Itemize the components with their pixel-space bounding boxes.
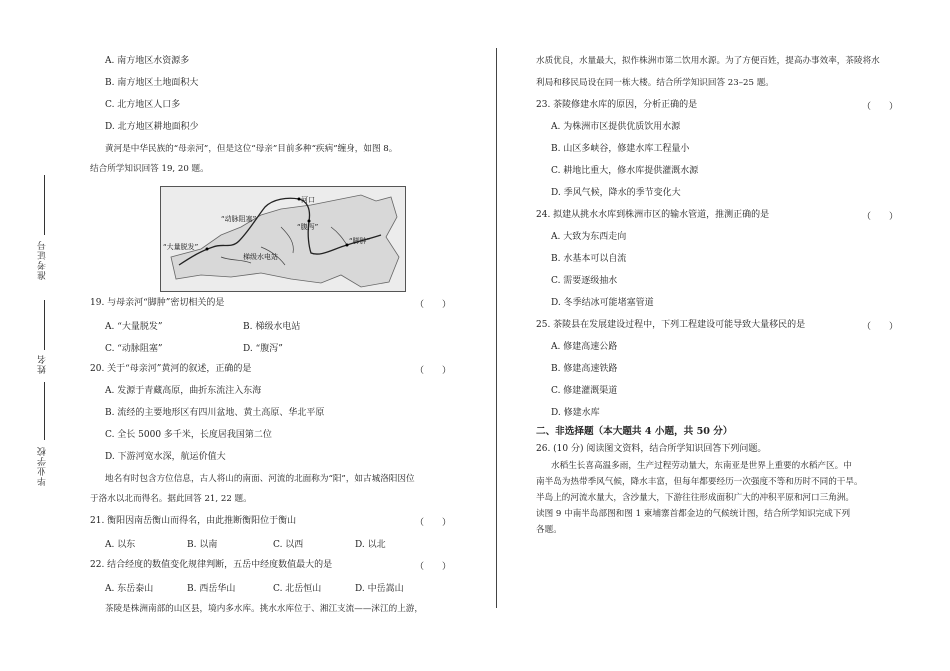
q23-option-a: A. 为株洲市区提供优质饮用水源 <box>551 122 681 132</box>
q22-option-d: D. 中岳嵩山 <box>355 584 404 594</box>
question-26: 26. (10 分) 阅读图文资料，结合所学知识回答下列问题。 <box>536 444 767 454</box>
q20-option-c: C. 全长 5000 多千米，长度居我国第二位 <box>105 430 272 440</box>
q20-option-a: A. 发源于青藏高原，曲折东流注入东海 <box>105 386 262 396</box>
q20-option-d: D. 下游河宽水深，航运价值大 <box>105 452 226 462</box>
question-22: 22. 结合经度的数值变化规律判断，五岳中经度数值最大的是 <box>90 560 333 570</box>
answer-paren-23: （ ） <box>862 102 899 112</box>
option-d: D. 北方地区耕地面积少 <box>105 122 199 132</box>
school-label: 毕业学校 <box>38 446 48 486</box>
intro-19-line2: 结合所学知识回答 19, 20 题。 <box>90 164 209 174</box>
yellow-river-map <box>160 186 406 292</box>
blank-line <box>44 175 45 235</box>
q26-para-line4: 读图 9 中南半岛部图和图 1 柬埔寨首都金边的气候统计图，结合所学知识完成下列 <box>536 509 851 519</box>
blank-line <box>44 382 45 440</box>
q21-option-a: A. 以东 <box>105 540 136 550</box>
intro-23-line3: 利局和移民局设在同一栋大楼。结合所学知识回答 23–25 题。 <box>536 78 774 88</box>
answer-paren-24: （ ） <box>862 212 899 222</box>
map-graphic <box>161 187 405 291</box>
answer-paren-22: （ ） <box>415 562 452 572</box>
q21-option-c: C. 以西 <box>273 540 304 550</box>
intro-23-line1: 茶陵是株洲南部的山区县，境内多水库。挑水水库位于、湘江支流——洣江的上游， <box>105 604 423 614</box>
q25-option-d: D. 修建水库 <box>551 408 600 418</box>
section-heading: 二、非选择题（本大题共 4 小题，共 50 分） <box>536 426 733 437</box>
q22-option-b: B. 西岳华山 <box>187 584 236 594</box>
q21-option-d: D. 以北 <box>355 540 386 550</box>
q26-para-line5: 各题。 <box>536 525 562 535</box>
q23-option-c: C. 耕地比重大，修水库提供灌溉水源 <box>551 166 699 176</box>
blank-line <box>44 300 45 350</box>
intro-21-line1: 地名有时包含方位信息，古人将山的南面、河流的北面称为“阳”，如古城洛阳因位 <box>105 474 415 484</box>
q22-option-c: C. 北岳恒山 <box>273 584 322 594</box>
map-label-fuxie: “腹泻” <box>297 223 319 231</box>
column-divider <box>496 48 497 608</box>
q24-option-d: D. 冬季结冰可能堵塞管道 <box>551 298 654 308</box>
exam-number-label: 准考证号 <box>38 240 48 280</box>
q26-para-line3: 半岛上的河流水量大，含沙量大，下游往往形成面积广大的冲积平原和河口三角洲。 <box>536 493 854 503</box>
q24-option-b: B. 水基本可以自流 <box>551 254 627 264</box>
option-a: A. 南方地区水资源多 <box>105 56 190 66</box>
option-b: B. 南方地区土地面积大 <box>105 78 199 88</box>
q26-para-line2: 南半岛为热带季风气候，降水丰富，但每年都要经历一次强度不等和历时不同的干旱。 <box>536 477 863 487</box>
answer-paren-25: （ ） <box>862 322 899 332</box>
q24-option-c: C. 需要逐级抽水 <box>551 276 618 286</box>
binding-margin <box>28 0 58 671</box>
question-23: 23. 茶陵修建水库的原因，分析正确的是 <box>536 100 698 110</box>
intro-19-line1: 黄河是中华民族的“母亲河”，但是这位“母亲”目前多种“疾病”缠身，如图 8。 <box>105 144 398 154</box>
answer-paren-19: （ ） <box>415 300 452 310</box>
name-label: 姓名 <box>38 354 48 374</box>
question-21: 21. 衡阳因南岳衡山而得名，由此推断衡阳位于衡山 <box>90 516 297 526</box>
q19-option-d: D. “腹泻” <box>243 344 283 354</box>
q23-option-b: B. 山区多峡谷，修建水库工程量小 <box>551 144 690 154</box>
q24-option-a: A. 大致为东西走向 <box>551 232 627 242</box>
map-label-hekou: 河口 <box>301 196 315 204</box>
q26-para-line1: 水稻生长喜高温多雨，生产过程劳动量大，东南亚是世界上重要的水稻产区。中 <box>551 461 852 471</box>
q20-option-b: B. 流经的主要地形区有四川盆地、黄土高原、华北平原 <box>105 408 325 418</box>
q21-option-b: B. 以南 <box>187 540 218 550</box>
q25-option-c: C. 修建灌溉渠道 <box>551 386 618 396</box>
answer-paren-21: （ ） <box>415 518 452 528</box>
q23-option-d: D. 季风气候，降水的季节变化大 <box>551 188 681 198</box>
option-c: C. 北方地区人口多 <box>105 100 181 110</box>
map-label-tuofa: “大量脱发” <box>163 243 199 251</box>
q19-option-b: B. 梯级水电站 <box>243 322 301 332</box>
question-20: 20. 关于“母亲河”黄河的叙述，正确的是 <box>90 364 252 374</box>
map-label-jiaozhong: “脚肿” <box>349 237 371 245</box>
q19-option-c: C. “动脉阻塞” <box>105 344 163 354</box>
question-25: 25. 茶陵县在发展建设过程中，下列工程建设可能导致大量移民的是 <box>536 320 806 330</box>
question-19: 19. 与母亲河“脚肿”密切相关的是 <box>90 298 225 308</box>
q19-option-a: A. “大量脱发” <box>105 322 163 332</box>
intro-23-line2: 水质优良，水量最大，拟作株洲市第二饮用水源。为了方便百姓，提高办事效率，茶陵将水 <box>536 56 880 66</box>
map-label-tiji: 梯级水电站 <box>243 253 278 261</box>
q25-option-b: B. 修建高速铁路 <box>551 364 618 374</box>
q25-option-a: A. 修建高速公路 <box>551 342 618 352</box>
question-24: 24. 拟建从挑水水库到株洲市区的输水管道，推测正确的是 <box>536 210 770 220</box>
answer-paren-20: （ ） <box>415 366 452 376</box>
q22-option-a: A. 东岳泰山 <box>105 584 154 594</box>
map-label-dongmai: “动脉阻塞” <box>221 215 257 223</box>
intro-21-line2: 于洛水以北而得名。据此回答 21, 22 题。 <box>90 494 252 504</box>
